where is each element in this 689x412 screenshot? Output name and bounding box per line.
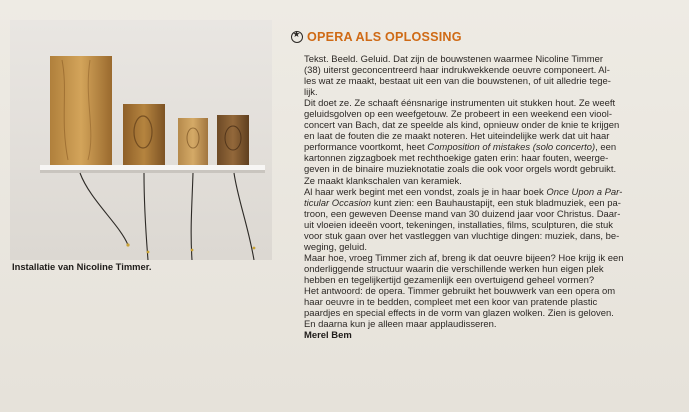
article-headline: OPERA ALS OPLOSSING [307, 30, 462, 44]
italic-title: Once Upon a Par- [546, 186, 623, 198]
body-text: , een [595, 142, 617, 154]
body-line: Dit doet ze. Ze schaaft éénsnarige instrumenten uit stukken hout. Ze weeft [304, 98, 616, 110]
body-line: onderliggende structuur waarin die verschillende werken hun eigen plek [304, 263, 604, 275]
body-text: kunt zien: een [371, 197, 436, 209]
installation-photo [10, 20, 272, 260]
body-line: voor stuk gaan over het vastleggen van vluchtige dingen: muziek, dans, be- [304, 230, 620, 242]
body-line: Ze maakt klankschalen van keramiek. [304, 175, 462, 187]
body-line: kartonnen zigzagboek met rechthoekige gaten erin: haar fouten, weerge- [304, 153, 609, 165]
body-line: uit vloeien ideeën voort, tekeningen, installaties, films, sculpturen, die stuk [304, 219, 613, 231]
body-line: weging, geluid. [304, 241, 367, 253]
italic-title: Composition of mistakes (solo concerto) [427, 142, 596, 154]
body-line: hebben en tegelijkertijd gezamenlijk een overtuigend geheel vormen? [304, 274, 595, 286]
body-line: en laat de fouten die ze maakt noteren. Het uiteindelijke werk dat uit haar [304, 131, 610, 143]
body-line: geluidsgolven op een weefgetouw. Ze probeert in een weekend een viool- [304, 109, 612, 121]
body-text: performance voortkomt, heet [304, 142, 428, 154]
body-line [304, 187, 674, 198]
body-line: paardjes en special effects in de vorm van glazen wolken. Zien is geloven. [304, 308, 614, 320]
body-line: (38) uiterst geconcentreerd haar indrukwekkende oeuvre componeert. Al- [304, 65, 610, 77]
article-headline-row [291, 30, 682, 44]
article-body [304, 54, 674, 341]
body-line: Tekst. Beeld. Geluid. Dat zijn de bouwstenen waarmee Nicoline Timmer [304, 54, 603, 65]
body-line: troon, een geweven Deense mand van 30 duizend jaar voor Christus. Daar- [304, 208, 621, 220]
body-line: concert van Bach, dat ze speelde als kind, opnieuw onder de knie te krijgen [304, 120, 620, 132]
body-line: Maar hoe, vroeg Timmer zich af, breng ik dat oeuvre bijeen? Hoe krijg ik een [304, 252, 624, 264]
body-line: lijk. [304, 87, 318, 99]
body-line: geven in de binaire muzieknotatie zoals die ook voor orgels wordt gebruikt. [304, 164, 617, 176]
body-line [304, 198, 674, 209]
article-author: Merel Bem [304, 330, 352, 342]
wood-block-medium [123, 104, 165, 165]
body-line: Het antwoord: de opera. Timmer gebruikt het bouwwerk van een opera om [304, 285, 616, 297]
body-text: Bauhaustapijt, een stuk bladmuziek, een pa- [435, 197, 621, 209]
italic-title: ticular Occasion [304, 197, 372, 209]
star-icon [291, 31, 303, 43]
body-line: haar oeuvre in te bedden, compleet met een koor van pratende plastic [304, 297, 598, 309]
body-line [304, 142, 674, 153]
photo-caption: Installatie van Nicoline Timmer. [12, 261, 152, 272]
wood-block-dark [217, 115, 249, 165]
article [297, 30, 682, 395]
body-text: Al haar werk begint met een vondst, zoals je in haar boek [304, 186, 547, 198]
body-line: les wat ze maakt, bestaat uit een van die bouwstenen, of uit alledrie tege- [304, 76, 611, 88]
installation-image [10, 20, 272, 260]
wood-block-small [178, 118, 208, 165]
wood-block-large [50, 56, 112, 165]
body-line: En daarna kun je alleen maar applaudisseren. [304, 319, 497, 331]
